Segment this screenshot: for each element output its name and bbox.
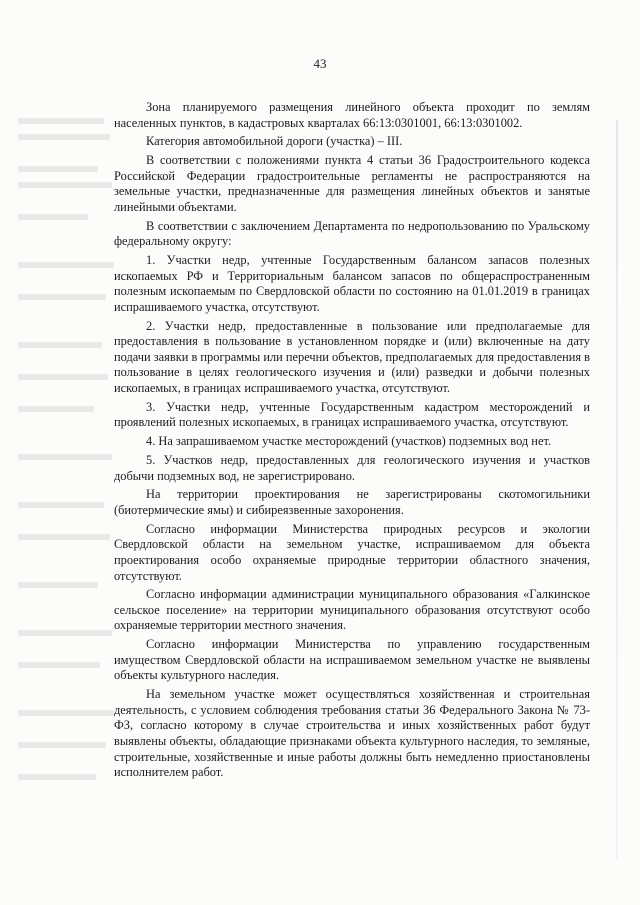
- paragraph-road-category: Категория автомобильной дороги (участка) – III.: [146, 134, 403, 149]
- paragraph-subsoil-5: 5. Участков недр, предоставленных для геологического изучения и участков добычи подземных вод, не зарегистрировано.: [114, 452, 590, 483]
- paragraph-cattle-burials: На территории проектирования не зарегистрированы скотомогильники (биотермические ямы) и сибиреязвенные захоронения.: [114, 487, 590, 517]
- paragraph-regional-protected: Согласно информации Министерства природных ресурсов и экологии Свердловской области на земельном участке, испрашиваемом для объекта проектирования особо охраняемые природные территории областного значения, отсутствуют.: [114, 521, 590, 583]
- page-edge-shadow: [616, 120, 618, 860]
- page-number: 43: [313, 56, 327, 71]
- paragraph-subsoil-3: 3. Участки недр, учтенные Государственным кадастром месторождений и проявлений полезных ископаемых, в границах испрашиваемого участка, отсутствуют.: [114, 399, 590, 430]
- paragraph-subsoil-1: 1. Участки недр, учтенные Государственным балансом запасов полезных ископаемых РФ и Территориальным балансом запасов по общераспространенным полезным ископаемым по Свердловской области по состоянию на 01.01.2019 в границах испрашиваемого участка, отсутствуют.: [114, 253, 590, 314]
- paragraph-local-protected: Согласно информации администрации муниципального образования «Галкинское сельское поселение» на территории муниципального образования отсутствуют особо охраняемые территории местного значения.: [114, 587, 590, 633]
- document-body: [114, 100, 590, 784]
- paragraph-cultural-heritage: Согласно информации Министерства по управлению государственным имуществом Свердловской области на испрашиваемом земельном участке не выявлены объекты культурного наследия.: [114, 637, 590, 683]
- paragraph-zone: Зона планируемого размещения линейного объекта проходит по землям населенных пунктов, в кадастровых кварталах 66:13:0301001, 66:13:0301002.: [114, 100, 590, 130]
- paragraph-subsoil-4: 4. На запрашиваемом участке месторождений (участков) подземных вод нет.: [146, 434, 552, 449]
- paragraph-subsoil-2: 2. Участки недр, предоставленные в пользование или предполагаемые для предоставления в пользование в установленном порядке и (или) включенные на дату подачи заявки в программы или перечни объектов, предполагаемых для предоставления в пользование в целях геологического изучения и (или) разведки и добычи полезных ископаемых, в границах испрашиваемого участка, отсутствуют.: [114, 318, 590, 396]
- paragraph-economic-activity: На земельном участке может осуществляться хозяйственная и строительная деятельность, с условием соблюдения требования статьи 36 Федерального Закона № 73-ФЗ, согласно которому в случае строительства и иных хозяйственных работ будут выявлены объекты, обладающие признаками объекта культурного наследия, то земляные, строительные, хозяйственные и иные работы должны быть немедленно приостановлены исполнителем работ.: [114, 687, 590, 780]
- paragraph-subsoil-intro: В соответствии с заключением Департамента по недропользованию по Уральскому федеральному округу:: [114, 218, 590, 249]
- paragraph-urban-code: В соответствии с положениями пункта 4 статьи 36 Градостроительного кодекса Российской Федерации градостроительные регламенты не распространяются на земельные участки, предназначенные для размещения линейных объектов и занятые линейными объектами.: [114, 153, 590, 214]
